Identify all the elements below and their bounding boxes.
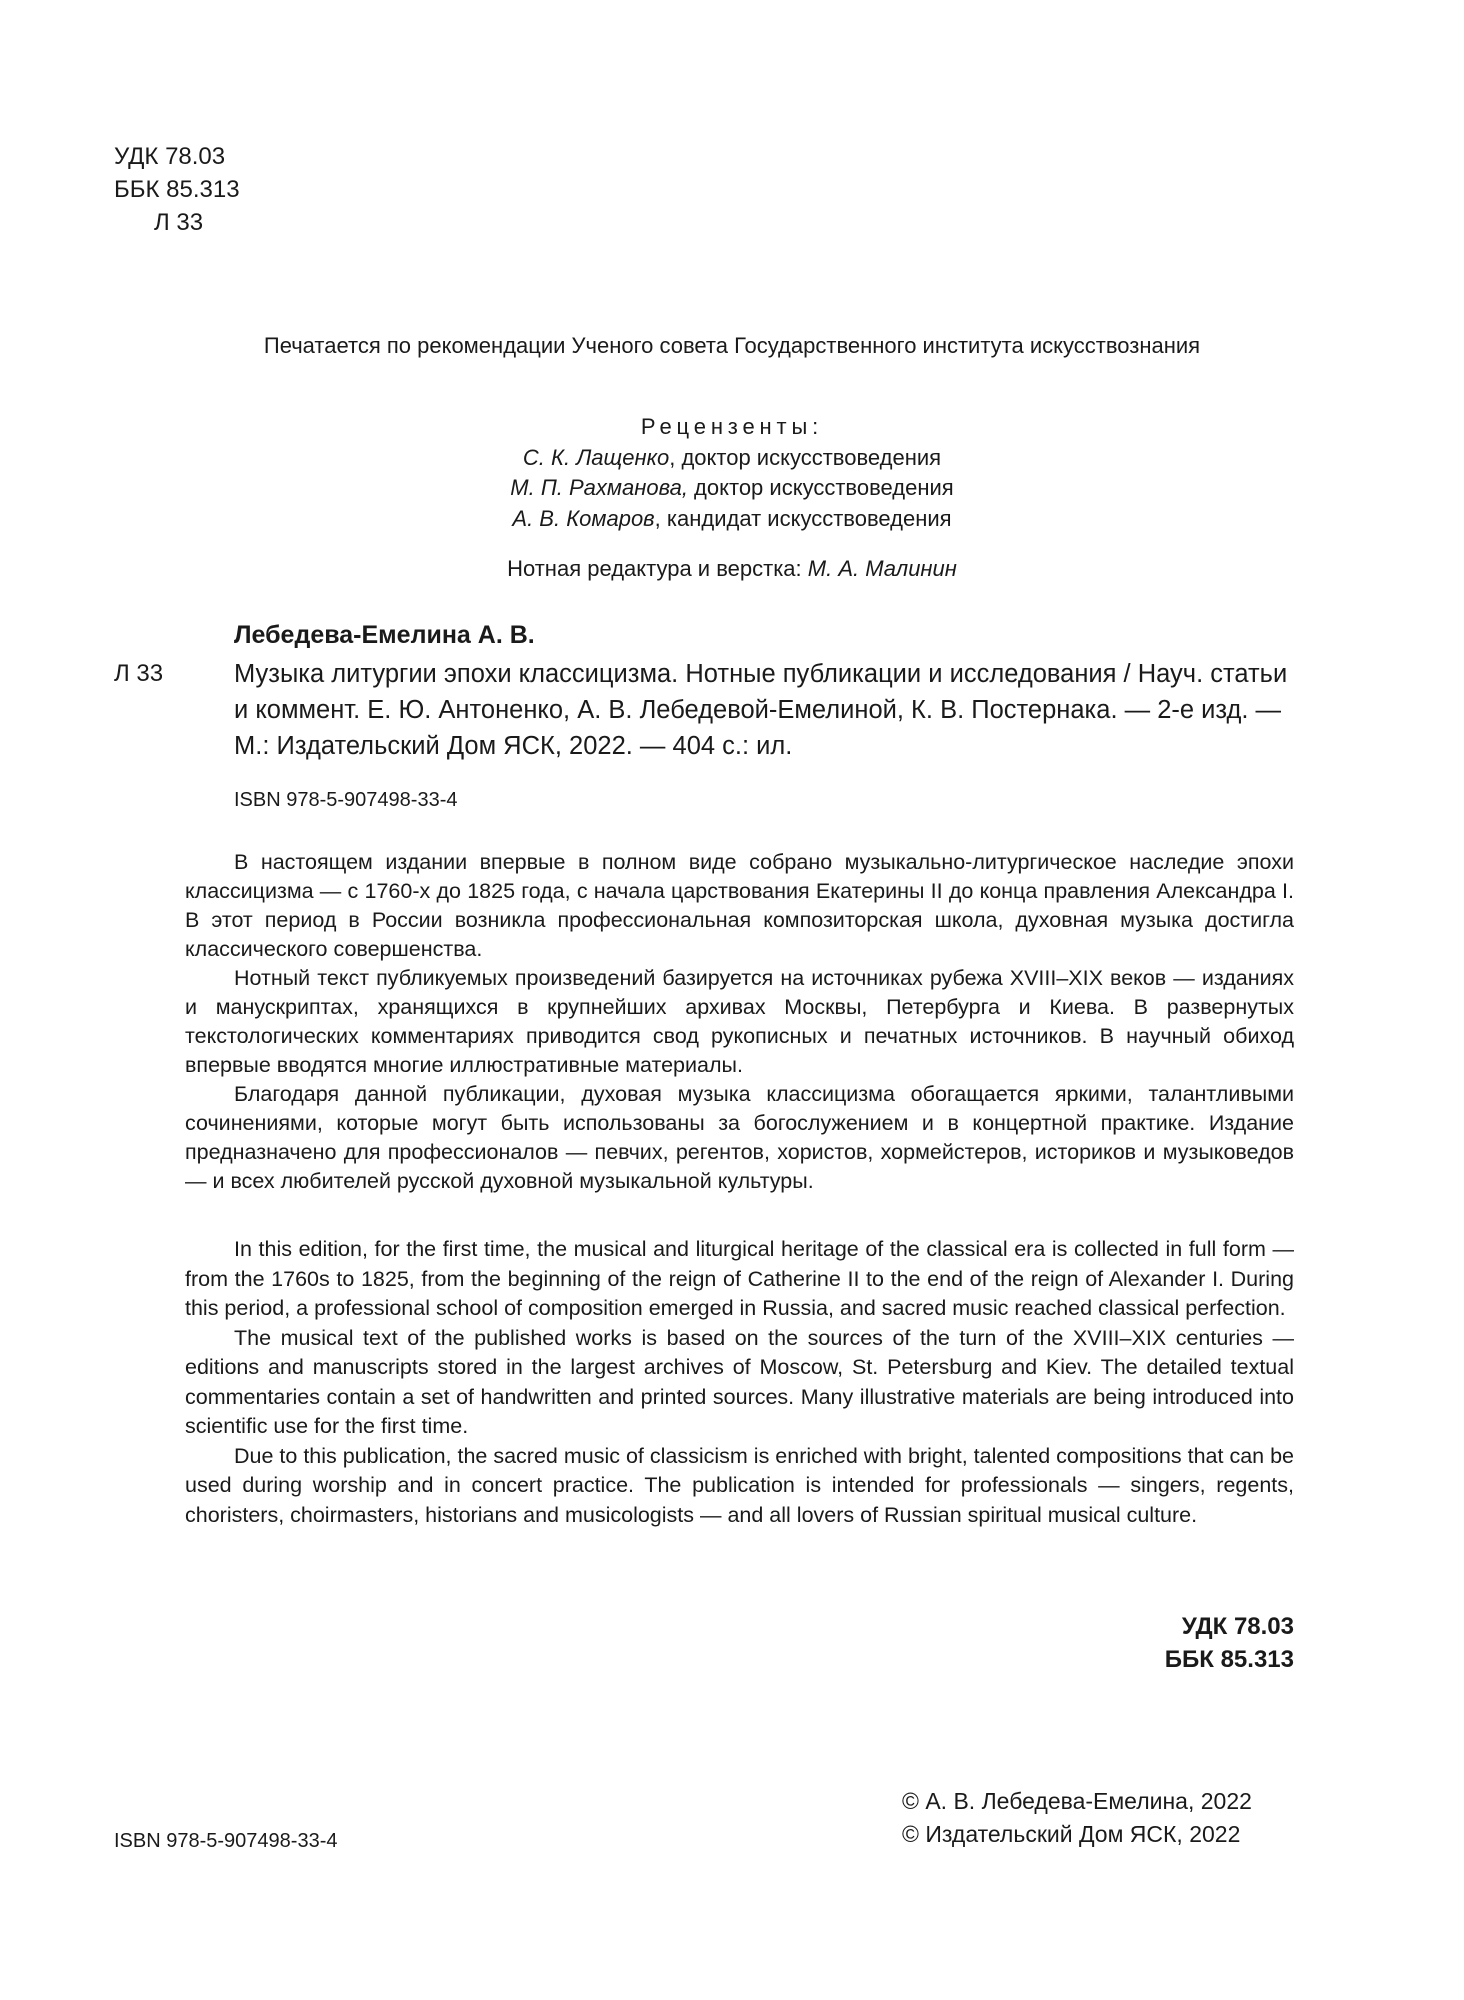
abstract-paragraph: In this edition, for the first time, the musical and liturgical heritage of the classical era is collected in full form — from the 1760s to 1825, from the beginning of the reign of Catherine II to the end of the reign of Alexander I. During this period, a professional school of composition emerged in Russia, and sacred music reached classical perfection. [185, 1237, 1294, 1320]
abstract-paragraph: The musical text of the published works is based on the sources of the turn of the XVIII–XIX centuries — editions and manuscripts stored in the largest archives of Moscow, St. Petersburg and Kiev. The detailed textual commentaries contain a set of handwritten and printed sources. Many illustrative materials are being introduced into scientific use for the first time. [185, 1325, 1294, 1438]
bibliographic-description: Музыка литургии эпохи классицизма. Нотные публикации и исследования / Науч. статьи и коммент. Е. Ю. Антоненко, А. В. Лебедевой-Емелиной, К. В. Постернака. — 2-е изд. — М.: Издательский Дом ЯСК, 2022. — 404 с.: ил. [234, 660, 1288, 760]
author-code: Л 33 [154, 209, 204, 236]
copyright-block [902, 1785, 1252, 1851]
bottom-classification [1165, 1610, 1294, 1676]
footer-isbn: ISBN 978-5-907498-33-4 [114, 1830, 338, 1852]
abstract-paragraph: Нотный текст публикуемых произведений базируется на источниках рубежа XVIII–XIX веков — изданиях и манускриптах, хранящихся в крупнейших архивах Москвы, Петербурга и Киева. В развернутых текстологических комментариях приводится свод рукописных и печатных источников. В научный обиход впервые вводятся многие иллюстративные материалы. [185, 966, 1294, 1077]
reviewer-row [0, 473, 1464, 504]
abstract-paragraph: Due to this publication, the sacred music of classicism is enriched with bright, talented compositions that can be used during worship and in concert practice. The publication is intended for professionals — singers, regents, choristers, choirmasters, historians and musicologists — and all lovers of Russian spiritual musical culture. [185, 1443, 1294, 1527]
copyright-line: © А. В. Лебедева-Емелина, 2022 [902, 1788, 1252, 1814]
udk-code: УДК 78.03 [114, 143, 226, 170]
abstract-english [185, 1235, 1294, 1530]
reviewer-separator: , [681, 475, 688, 500]
editor-name: М. А. Малинин [807, 556, 957, 581]
abstract-paragraph: В настоящем издании впервые в полном виде собрано музыкально-литургическое наследие эпохи классицизма — с 1760-х до 1825 года, с начала царствования Екатерины II до конца правления Александра I. В этот период в России возникла профессиональная композиторская школа, духовная музыка достигла классического совершенства. [185, 850, 1294, 961]
reviewer-separator: , [654, 505, 661, 531]
editor-label: Нотная редактура и верстка: [507, 556, 808, 581]
udk-code-bold: УДК 78.03 [1181, 1613, 1294, 1640]
top-classification [114, 140, 240, 239]
copyright-line: © Издательский Дом ЯСК, 2022 [902, 1821, 1241, 1847]
reviewer-title: доктор искусствоведения [687, 475, 954, 500]
reviewer-name: С. К. Лащенко [522, 444, 670, 470]
bbk-code-bold: ББК 85.313 [1164, 1646, 1294, 1673]
reviewer-separator: , [669, 444, 676, 470]
catalog-author: Лебедева-Емелина А. В. [234, 621, 535, 649]
reviewer-row [0, 443, 1464, 474]
catalog-code: Л 33 [114, 660, 164, 687]
catalog-isbn: ISBN 978-5-907498-33-4 [234, 789, 458, 811]
reviewer-title: доктор искусствоведения [675, 444, 942, 470]
abstract-paragraph: Благодаря данной публикации, духовая музыка классицизма обогащается яркими, талантливыми сочинениями, которые могут быть использованы за богослужением и в концертной практике. Издание предназначено для профессионалов — певчих, регентов, хористов, хормейстеров, историков и музыковедов — и всех любителей русской духовной музыкальной культуры. [185, 1082, 1294, 1193]
recommendation-note: Печатается по рекомендации Ученого совета Государственного института искусствознания [263, 333, 1201, 358]
reviewers-heading: Рецензенты: [640, 414, 824, 439]
music-editor-credit [0, 556, 1464, 582]
reviewer-name: М. П. Рахманова [510, 475, 682, 500]
reviewer-title: кандидат искусствоведения [660, 505, 952, 531]
abstract-russian [185, 848, 1294, 1196]
bbk-code: ББК 85.313 [114, 176, 240, 203]
reviewer-row [0, 504, 1464, 535]
reviewer-name: А. В. Комаров [512, 505, 655, 531]
reviewers-block [0, 412, 1464, 534]
